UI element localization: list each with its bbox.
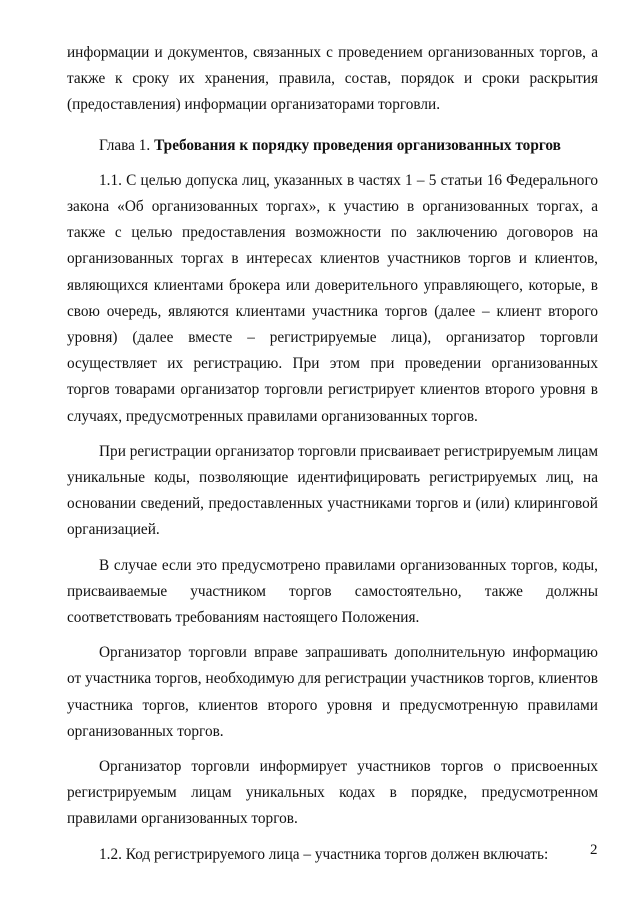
page-number: 2	[590, 842, 598, 858]
paragraph-inform-participants: Организатор торговли информирует участников торгов о присвоенных регистрируемым лицам уникальных кодах в порядке, предусмотренном правилами организованных торгов.	[67, 758, 598, 828]
document-body	[67, 40, 598, 868]
paragraph-self-assigned-codes: В случае если это предусмотрено правилами организованных торгов, коды, присваиваемые участником торгов самостоятельно, также должны соответствовать требованиям настоящего Положения.	[67, 556, 598, 627]
paragraph-1-2: 1.2. Код регистрируемого лица – участника торгов должен включать:	[99, 845, 549, 863]
paragraph-registration-codes: При регистрации организатор торговли присваивает регистрируемым лицам уникальные коды, позволяющие идентифицировать регистрируемых лиц, на основании сведений, предоставленных участниками торгов и (или) клиринговой организацией.	[67, 442, 598, 539]
paragraph-1-1: 1.1. С целью допуска лиц, указанных в частях 1 – 5 статьи 16 Федерального закона «Об организованных торгах», к участию в организованных торгах, а также с целью предоставления возможности по заключению договоров на организованных торгах в интересах клиентов участников торгов и клиентов, являющихся клиентами брокера или доверительного управляющего, которые, в свою очередь, являются клиентами участника торгов (далее – клиент второго уровня) (далее вместе – регистрируемые лица), организатор торговли осуществляет их регистрацию. При этом при проведении организованных торгов товарами организатор торговли регистрирует клиентов второго уровня в случаях, предусмотренных правилами организованных торгов.	[67, 171, 598, 425]
intro-paragraph: информации и документов, связанных с проведением организованных торгов, а также к сроку их хранения, правила, состав, порядок и сроки раскрытия (предоставления) информации организаторами торговли.	[67, 44, 598, 114]
paragraph-additional-info: Организатор торговли вправе запрашивать дополнительную информацию от участника торгов, необходимую для регистрации участников торгов, клиентов участника торгов, клиентов второго уровня и предусмотренную правилами организованных торгов.	[67, 644, 598, 740]
chapter-title: Требования к порядку проведения организованных торгов	[154, 136, 561, 154]
chapter-label: Глава 1.	[99, 136, 151, 154]
chapter-heading	[67, 133, 598, 159]
